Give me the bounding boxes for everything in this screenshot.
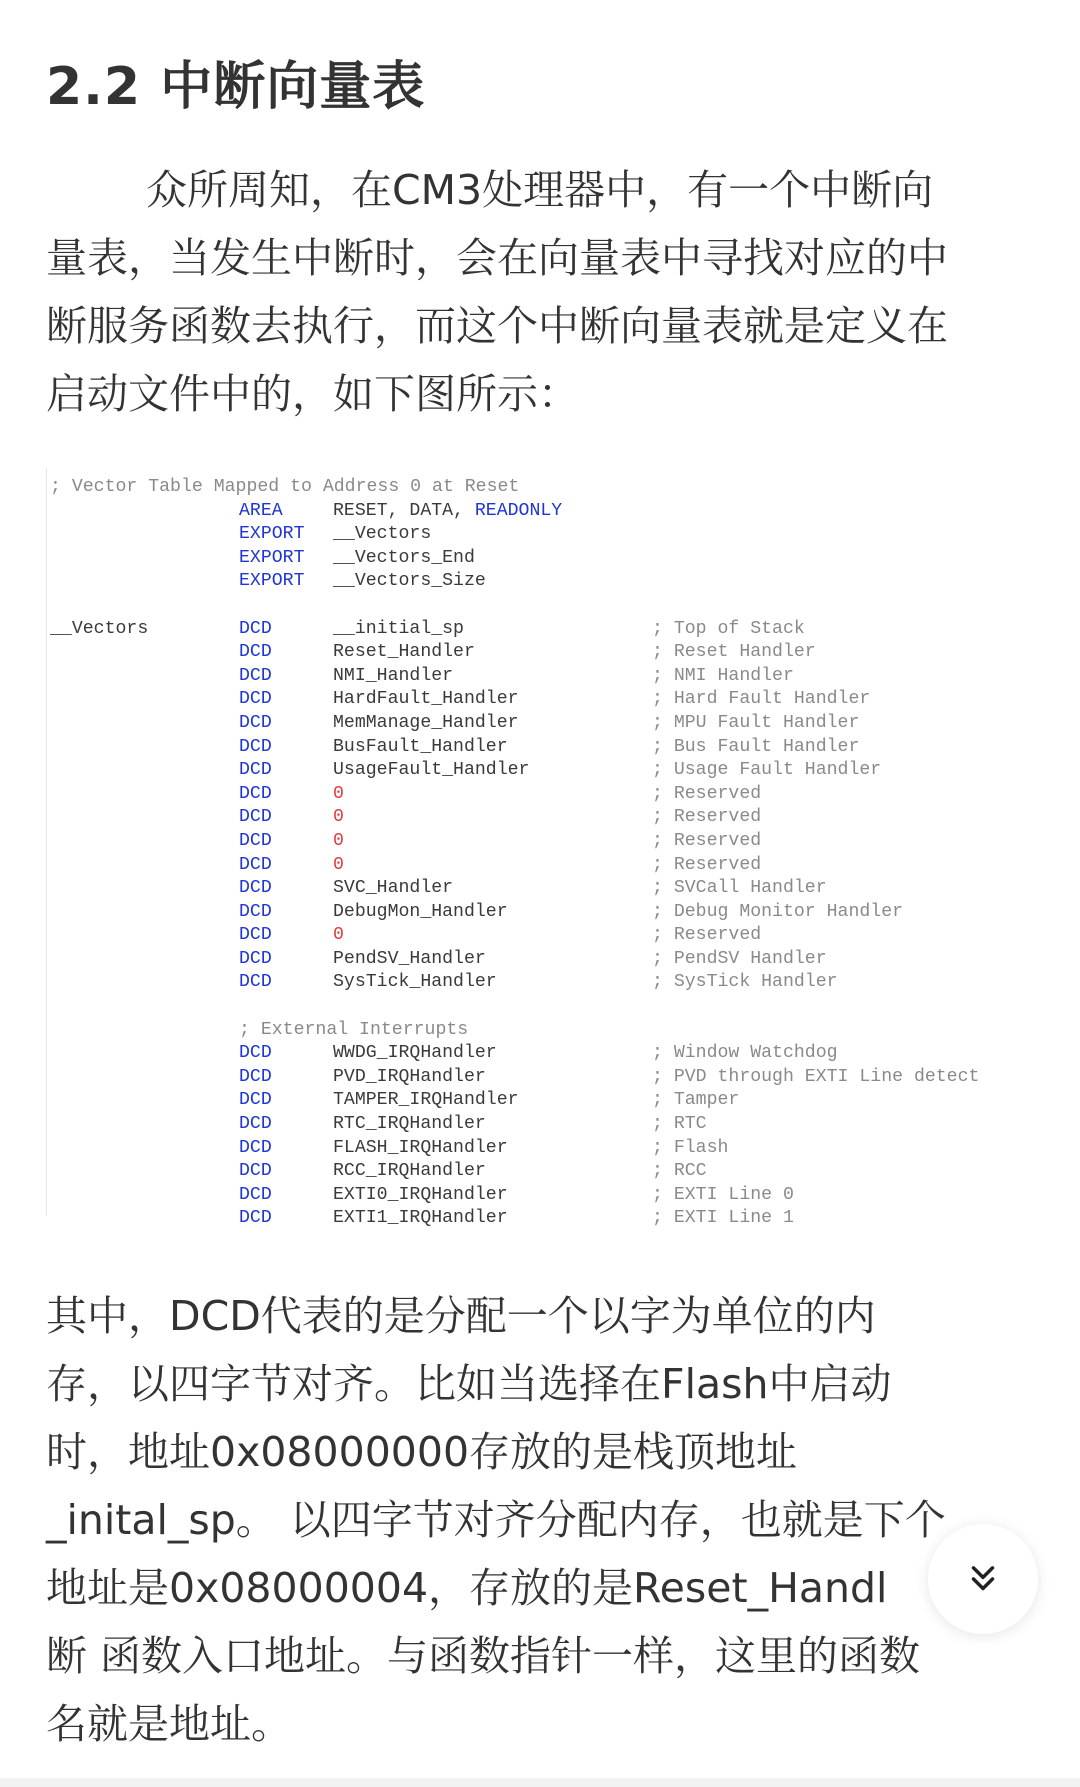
code-comment: ; Top of Stack (652, 618, 805, 639)
code-comment: ; Reserved (652, 783, 762, 804)
intro-line: 启动文件中的，如下图所示： (46, 370, 579, 418)
code-comment: ; SVCall Handler (652, 878, 827, 899)
explanation-line: 地址是0x08000004，存放的是Reset_Handl (46, 1564, 888, 1612)
code-argument: NMI_Handler (333, 665, 454, 686)
code-directive: DCD (239, 712, 272, 733)
code-argument: __Vectors_Size (333, 571, 486, 592)
code-argument: 0 (333, 854, 344, 875)
code-line (47, 476, 520, 500)
code-argument-plain: RESET, DATA, (333, 500, 475, 521)
code-line (47, 523, 432, 547)
code-argument: __Vectors_End (333, 547, 475, 568)
code-directive: DCD (239, 1066, 272, 1087)
code-directive: DCD (239, 830, 272, 851)
code-directive: DCD (239, 665, 272, 686)
code-line (47, 1089, 740, 1113)
code-directive: DCD (239, 618, 272, 639)
code-argument: EXTI0_IRQHandler (333, 1184, 508, 1205)
code-argument: RTC_IRQHandler (333, 1114, 486, 1135)
code-directive: EXPORT (239, 547, 305, 568)
code-line (47, 641, 816, 665)
explanation-line: 其中，DCD代表的是分配一个以字为单位的内 (46, 1292, 876, 1340)
code-blank-line (47, 995, 134, 1019)
code-line (47, 1137, 729, 1161)
intro-paragraph (46, 156, 948, 428)
code-directive: DCD (239, 1043, 272, 1064)
code-line (47, 712, 860, 736)
code-blank-line (47, 594, 134, 618)
code-comment: ; Reserved (652, 807, 762, 828)
code-argument: EXTI1_IRQHandler (333, 1208, 508, 1229)
code-argument: SVC_Handler (333, 878, 454, 899)
code-directive: DCD (239, 1184, 272, 1205)
code-line (47, 500, 563, 524)
code-line (47, 1207, 794, 1231)
code-argument: WWDG_IRQHandler (333, 1043, 497, 1064)
code-argument: __Vectors (333, 524, 432, 545)
explanation-line: 存，以四字节对齐。比如当选择在Flash中启动 (46, 1360, 892, 1408)
code-directive: AREA (239, 500, 283, 521)
code-comment: ; Bus Fault Handler (652, 736, 860, 757)
code-line (47, 806, 762, 830)
code-directive: DCD (239, 1208, 272, 1229)
code-directive: DCD (239, 854, 272, 875)
code-line (47, 971, 838, 995)
code-line (47, 877, 827, 901)
code-argument: HardFault_Handler (333, 689, 519, 710)
code-line (47, 1113, 707, 1137)
code-comment: ; External Interrupts (239, 1019, 469, 1040)
intro-line: 众所周知，在CM3处理器中，有一个中断向 (146, 166, 934, 214)
code-line (47, 948, 827, 972)
code-directive: DCD (239, 948, 272, 969)
section-heading: 2.2 中断向量表 (46, 57, 426, 117)
code-argument: RCC_IRQHandler (333, 1161, 486, 1182)
code-comment: ; Reserved (652, 830, 762, 851)
explanation-paragraph (46, 1282, 946, 1758)
code-directive: EXPORT (239, 524, 305, 545)
code-keyword: READONLY (474, 500, 563, 521)
code-comment: ; PendSV Handler (652, 948, 827, 969)
code-label: __Vectors (50, 618, 149, 639)
code-directive: DCD (239, 736, 272, 757)
code-line (47, 1160, 707, 1184)
explanation-line: 名就是地址。 (46, 1700, 292, 1748)
code-argument: 0 (333, 925, 344, 946)
scroll-down-button[interactable] (928, 1524, 1038, 1634)
code-comment: ; Usage Fault Handler (652, 760, 882, 781)
code-directive: DCD (239, 783, 272, 804)
bottom-bar (0, 1778, 1080, 1787)
code-argument: UsageFault_Handler (333, 760, 530, 781)
vector-table-code-image (46, 468, 1031, 1229)
code-argument: 0 (333, 783, 344, 804)
code-directive: DCD (239, 901, 272, 922)
code-directive: DCD (239, 1137, 272, 1158)
code-line (47, 1184, 794, 1208)
code-comment: ; Debug Monitor Handler (652, 901, 904, 922)
code-line (47, 854, 762, 878)
explanation-line: 断 函数入口地址。与函数指针一样，这里的函数 (46, 1632, 921, 1680)
intro-line: 断服务函数去执行，而这个中断向量表就是定义在 (46, 302, 948, 350)
code-argument: DebugMon_Handler (333, 901, 508, 922)
code-argument: SysTick_Handler (333, 972, 497, 993)
explanation-line: 时，地址0x08000000存放的是栈顶地址 (46, 1428, 798, 1476)
code-argument: __initial_sp (333, 618, 464, 639)
code-line (47, 901, 904, 925)
code-comment: ; Reserved (652, 925, 762, 946)
code-argument: PVD_IRQHandler (333, 1066, 486, 1087)
code-comment: ; RCC (652, 1161, 707, 1182)
code-comment: ; Window Watchdog (652, 1043, 838, 1064)
explanation-line: _inital_sp。 以四字节对齐分配内存，也就是下个 (46, 1496, 946, 1544)
code-directive: DCD (239, 807, 272, 828)
code-comment: ; Hard Fault Handler (652, 689, 871, 710)
code-line (47, 688, 871, 712)
code-comment: ; MPU Fault Handler (652, 712, 860, 733)
code-line (47, 830, 762, 854)
code-argument (333, 500, 562, 524)
code-line (47, 1066, 980, 1090)
code-comment: ; RTC (652, 1114, 707, 1135)
code-comment: ; Tamper (652, 1090, 740, 1111)
code-directive: DCD (239, 972, 272, 993)
code-argument: 0 (333, 807, 344, 828)
code-directive: DCD (239, 925, 272, 946)
code-argument: BusFault_Handler (333, 736, 508, 757)
code-argument: TAMPER_IRQHandler (333, 1090, 519, 1111)
code-line (47, 1042, 838, 1066)
code-line (47, 665, 794, 689)
code-listing (47, 476, 980, 1231)
code-line (47, 759, 882, 783)
code-comment: ; Reset Handler (652, 642, 816, 663)
code-argument: Reset_Handler (333, 642, 475, 663)
double-chevron-down-icon (964, 1560, 1002, 1598)
code-directive: DCD (239, 760, 272, 781)
code-directive: DCD (239, 1090, 272, 1111)
code-directive: DCD (239, 1114, 272, 1135)
code-comment: ; Flash (652, 1137, 729, 1158)
code-directive: DCD (239, 878, 272, 899)
code-line (47, 736, 860, 760)
code-argument: FLASH_IRQHandler (333, 1137, 508, 1158)
intro-line: 量表，当发生中断时，会在向量表中寻找对应的中 (46, 234, 948, 282)
code-line (47, 570, 486, 594)
code-directive: DCD (239, 689, 272, 710)
code-directive: DCD (239, 642, 272, 663)
code-line (47, 618, 805, 642)
code-directive: DCD (239, 1161, 272, 1182)
code-argument: 0 (333, 830, 344, 851)
code-comment: ; EXTI Line 1 (652, 1208, 794, 1229)
code-line (47, 1019, 469, 1043)
code-comment: ; Reserved (652, 854, 762, 875)
code-line (47, 783, 762, 807)
code-argument: PendSV_Handler (333, 948, 486, 969)
code-comment: ; PVD through EXTI Line detect (652, 1066, 980, 1087)
code-comment: ; NMI Handler (652, 665, 794, 686)
code-directive: EXPORT (239, 571, 305, 592)
code-comment: ; EXTI Line 0 (652, 1184, 794, 1205)
code-line (47, 924, 762, 948)
code-comment: ; Vector Table Mapped to Address 0 at Reset (50, 477, 520, 497)
code-line (47, 547, 475, 571)
code-comment: ; SysTick Handler (652, 972, 838, 993)
code-argument: MemManage_Handler (333, 712, 519, 733)
